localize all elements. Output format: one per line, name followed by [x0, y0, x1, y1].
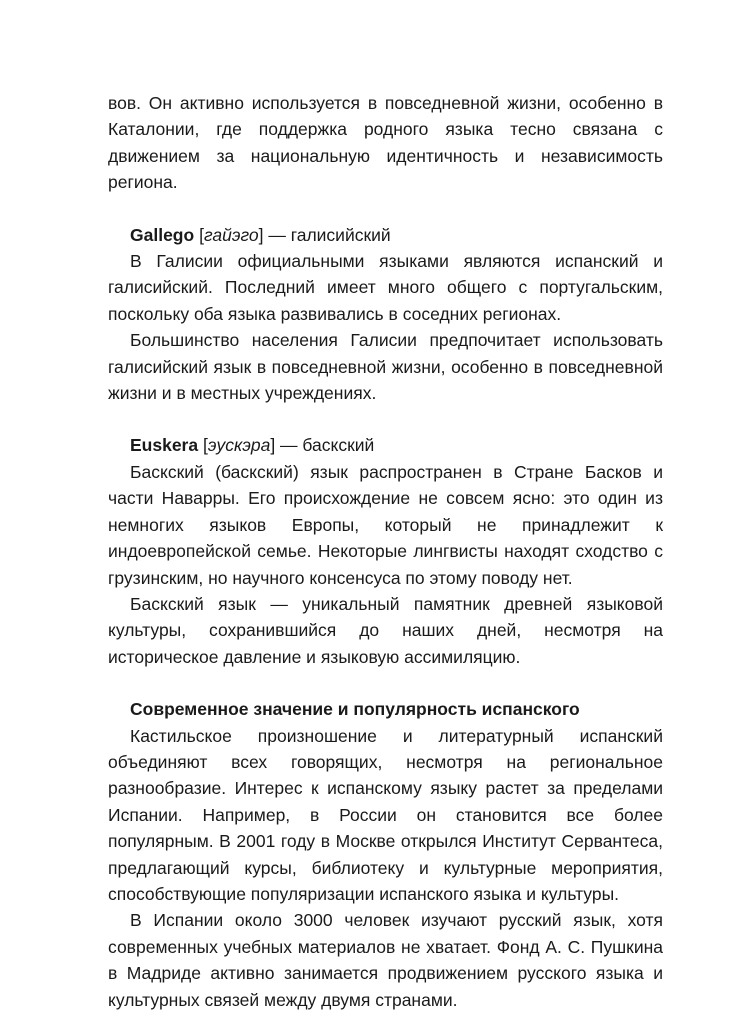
euskera-term: Euskera [130, 435, 199, 456]
intro-paragraph: вов. Он активно используется в повседневной жизни, особенно в Каталонии, где поддержка родного языка тесно связана с движением за национальную идентичность и независимость региона. [108, 93, 663, 193]
gallego-term: Gallego [130, 224, 195, 245]
euskera-paragraph-1: Баскский (баскский) язык распространен в Стране Басков и части Наварры. Его происхождение не совсем ясно: это один из немногих языков Европы, который не принадлежит к индоевропейской семье. Некоторые лингвисты находят сходство с грузинским, но научного консенсуса по этому поводу нет. [108, 461, 663, 588]
euskera-paragraph-2: Баскский язык — уникальный памятник древней языковой культуры, сохранившийся до наших дней, несмотря на историческое давление и языковую ассимиляцию. [108, 593, 663, 667]
euskera-pron-open: [ [202, 435, 208, 456]
section-spacer [108, 406, 663, 432]
modern-paragraph-1: Кастильское произношение и литературный испанский объединяют всех говорящих, несмотря на региональное разнообразие. Интерес к испанскому языку растет за пределами Испании. Например, в России он становится все более популярным. В 2001 году в Москве открылся Институт Сервантеса, предлагающий курсы, библиотеку и культурные мероприятия, способствующие популяризации испанского языка и культуры. [108, 725, 663, 904]
gallego-paragraph-2: Большинство населения Галисии предпочитает использовать галисийский язык в повседневной жизни, особенно в повседневной жизни и в местных учреждениях. [108, 330, 663, 404]
euskera-gloss: — баскский [275, 435, 375, 456]
section-spacer [108, 670, 663, 696]
euskera-pronunciation: эускэра [207, 435, 271, 456]
gallego-gloss: — галисийский [263, 224, 391, 245]
gallego-heading [108, 222, 663, 248]
euskera-heading [108, 432, 663, 458]
modern-section-heading: Современное значение и популярность испанского [130, 699, 580, 720]
euskera-pron-close: ] [270, 435, 276, 456]
page-body [108, 90, 663, 1013]
gallego-pronunciation: гайэго [203, 224, 259, 245]
section-spacer [108, 196, 663, 222]
gallego-paragraph-1: В Галисии официальными языками являются испанский и галисийский. Последний имеет много общего с португальским, поскольку оба языка развивались в соседних регионах. [108, 251, 663, 324]
modern-paragraph-2: В Испании около 3000 человек изучают русский язык, хотя современных учебных материалов не хватает. Фонд А. С. Пушкина в Мадриде активно занимается продвижением русского языка и культурных связей между двумя странами. [108, 910, 663, 1010]
gallego-pron-open: [ [199, 224, 204, 245]
gallego-pron-close: ] [258, 224, 264, 245]
